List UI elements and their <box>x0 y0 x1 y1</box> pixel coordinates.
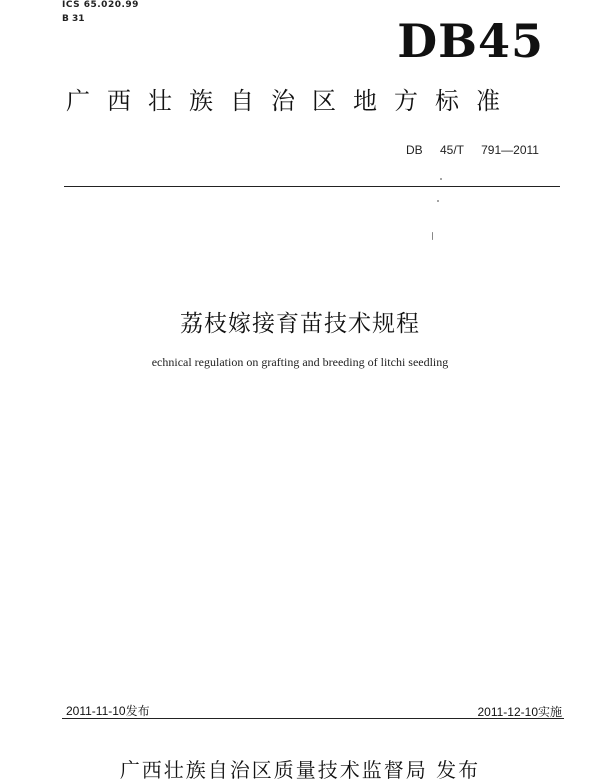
bottom-divider <box>62 718 564 719</box>
implement-date: 2011-12-10实施 <box>477 705 562 719</box>
document-title-chinese: 荔枝嫁接育苗技术规程 <box>180 311 420 337</box>
scan-speck <box>432 232 433 240</box>
issuer-line: 广西壮族自治区质量技术监督局 发布 <box>119 758 481 782</box>
standard-number: DB 45/T 791—2011 <box>406 143 539 157</box>
scan-speck <box>437 200 439 202</box>
top-divider <box>64 186 560 187</box>
document-title-english: echnical regulation on grafting and breeding of litchi seedling <box>151 355 449 369</box>
classification-code: B 31 <box>62 14 85 24</box>
scan-speck <box>440 178 442 180</box>
standard-type: 广西壮族自治区地方标准 <box>66 87 517 115</box>
publish-date: 2011-11-10发布 <box>66 704 150 718</box>
standard-mark: DB45 <box>397 14 544 68</box>
ics-code: ICS 65.020.99 <box>62 0 139 10</box>
